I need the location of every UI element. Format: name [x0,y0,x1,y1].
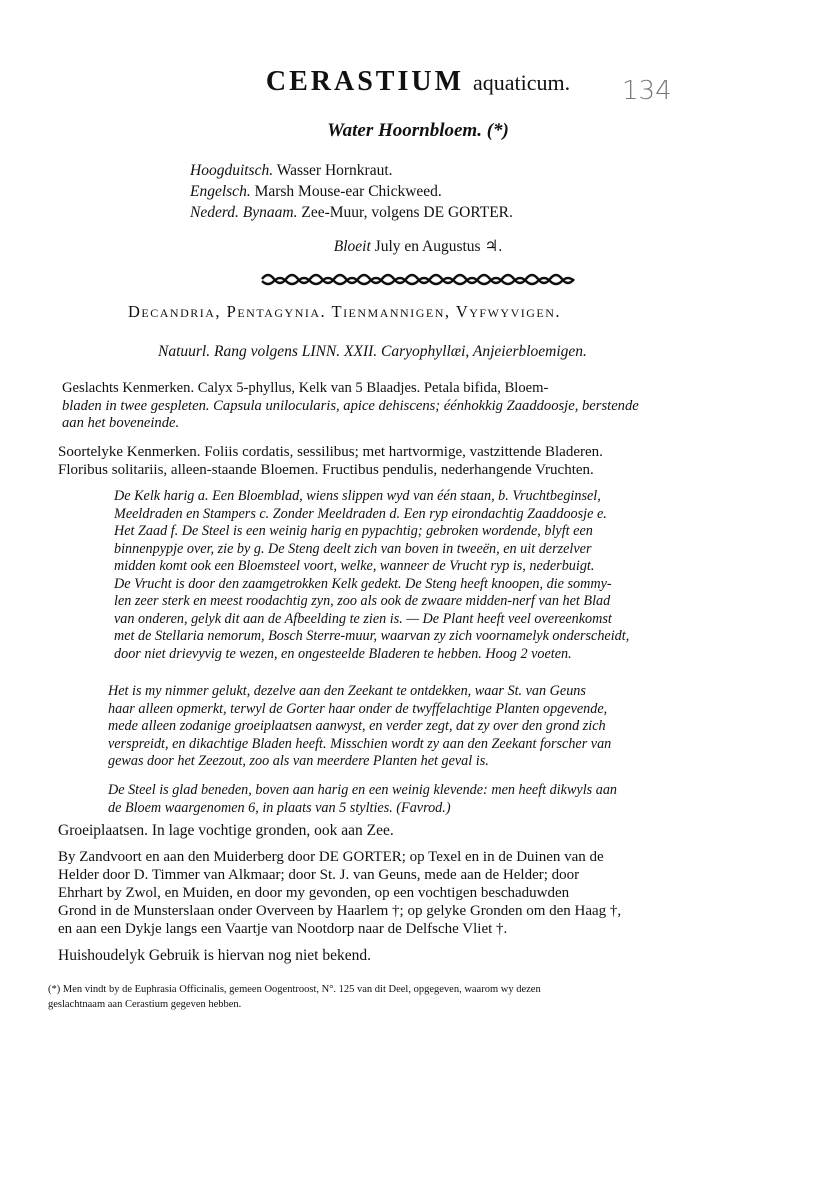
text-line: Soortelyke Kenmerken. Foliis cordatis, sessilibus; met hartvormige, vastzittende Bladeren. [58,444,603,460]
genus-characters [62,380,639,433]
bloom-label: Bloeit [333,238,371,255]
name-label: Hoogduitsch. [190,162,274,179]
plant-description [114,488,629,663]
habitat-line: Groeiplaatsen. In lage vochtige gronden, ook aan Zee. [58,822,394,839]
text-line: mede alleen zodanige groeiplaatsen aanwyst, en verder zegt, dat zy over den grond zich [108,718,606,734]
text-line: Floribus solitariis, alleen-staande Bloemen. Fructibus pendulis, nederhangende Vruchten. [58,461,594,478]
text-line: haar alleen opmerkt, terwyl de Gorter haar onder de twyffelachtige Planten opgevende, [108,700,608,717]
observation-note [108,683,611,771]
text-line: van onderen, gelyk dit aan de Afbeelding te zien is. — De Plant heeft veel overeenkomst [114,610,612,627]
text-line: binnenpypje over, zie by g. De Steng deelt zich van boven in tweeën, en uit derzelver [114,540,592,557]
name-line [190,160,513,181]
text-line: aan het boveneinde. [62,415,180,431]
name-value: Marsh Mouse-ear Chickweed. [254,183,442,200]
bloom-line [0,237,836,256]
text-line: en aan een Dykje langs een Vaartje van Nootdorp naar de Delfsche Vliet †. [58,921,508,937]
name-label: Nederd. Bynaam. [190,204,298,221]
page-number: 134 [622,76,672,106]
text-line: met de Stellaria nemorum, Bosch Sterre-muur, waarvan zy zich voornamelyk onderscheidt, [114,628,630,644]
title-genus: CERASTIUM [265,66,464,97]
text-line: Meeldraden en Stampers c. Zonder Meeldraden d. Een ryp eirondachtig Zaaddoosje e. [114,505,607,522]
text-line: de Bloem waargenomen 6, in plaats van 5 stylties. (Favrod.) [108,799,451,816]
name-value: Zee-Muur, volgens DE GORTER. [301,204,513,221]
footnote-line: (*) Men vindt by de Euphrasia Officinalis, gemeen Oogentroost, N°. 125 van dit Deel, opgegeven, waarom wy dezen [48,984,541,995]
stem-note [108,782,617,817]
text-line: Ehrhart by Zwol, en Muiden, en door my gevonden, op een vochtigen beschaduwden [58,885,570,901]
vernacular-names [190,160,513,223]
page-title [0,66,836,98]
text-line: Het is my nimmer gelukt, dezelve aan den Zeekant te ontdekken, waar St. van Geuns [108,683,586,699]
text-line: verspreidt, en dikachtige Bladen heeft. Misschien wordt zy aan den Zeekant forscher van [108,735,612,752]
name-line [190,202,513,223]
household-use: Huishoudelyk Gebruik is hiervan nog niet bekend. [58,947,371,964]
natural-rank: Natuurl. Rang volgens LINN. XXII. Caryophyllæi, Anjeierbloemigen. [158,343,587,360]
text-line: De Steel is glad beneden, boven aan harig en een weinig klevende: men heeft dikwyls aan [108,782,618,798]
bloom-value: July en Augustus ♃. [374,238,503,255]
text-line: By Zandvoort en aan den Muiderberg door DE GORTER; op Texel en in de Duinen van de [58,849,604,865]
text-line: midden komt ook een Bloemsteel voort, welke, wanneer de Vrucht ryp is, nederbuigt. [114,558,595,574]
text-line: bladen in twee gespleten. Capsula unilocularis, apice dehiscens; éénhokkig Zaaddoosje, berstende [62,397,639,414]
species-characters [58,444,603,479]
text-line: Helder door D. Timmer van Alkmaar; door St. J. van Geuns, mede aan de Helder; door [58,867,580,883]
text-line: len zeer sterk en meest roodachtig zyn, zoo als ook de zwaare midden-nerf van het Blad [114,593,611,609]
footnote [48,982,541,1012]
title-species: aquaticum. [473,70,571,95]
localities [58,848,621,938]
name-value: Wasser Hornkraut. [276,162,393,179]
name-label: Engelsch. [190,183,251,200]
text-line: De Kelk harig a. Een Bloemblad, wiens slippen wyd van één staan, b. Vruchtbeginsel, [114,488,601,504]
ornament-divider [258,268,578,290]
text-line: Geslachts Kenmerken. Calyx 5-phyllus, Kelk van 5 Blaadjes. Petala bifida, Bloem- [62,380,549,396]
classification-line: Decandria, Pentagynia. Tienmannigen, Vyfwyvigen. [128,302,562,321]
text-line: gewas door het Zeezout, zoo als van meerdere Planten het geval is. [108,753,489,769]
text-line: Het Zaad f. De Steel is een weinig harig en pypachtig; gebroken wordende, blyft een [114,523,593,539]
name-line [190,181,513,202]
page-subtitle: Water Hoornbloem. (*) [327,120,509,141]
text-line: Grond in de Munsterslaan onder Overveen by Haarlem †; op gelyke Gronden om den Haag †, [58,903,622,919]
footnote-line: geslachtnaam aan Cerastium gegeven hebben. [48,999,242,1010]
text-line: De Vrucht is door den zaamgetrokken Kelk gedekt. De Steng heeft knoopen, die sommy- [114,575,612,592]
text-line: door niet drievyvig te wezen, en ongesteelde Bladeren te hebben. Hoog 2 voeten. [114,645,572,662]
